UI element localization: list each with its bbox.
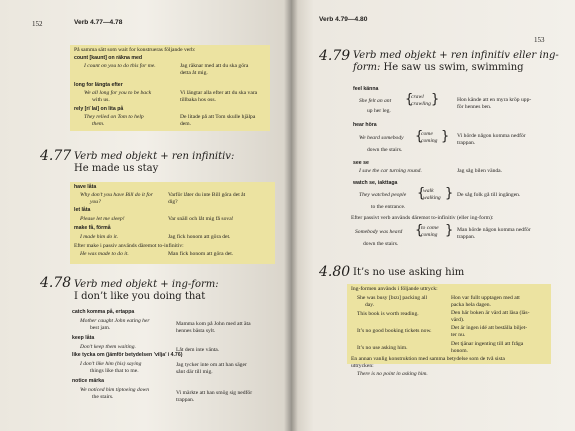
example-en: Mother caught John eating her <box>80 318 150 324</box>
example-sv: hennes bästa sylt. <box>176 328 216 334</box>
brace: { <box>415 223 424 238</box>
example-en: This book is worth reading. <box>357 311 419 317</box>
verb-head: see se <box>353 160 369 166</box>
example-sv: Mamma kom på John med att äta <box>176 321 251 327</box>
verb-head: catch komma på, ertappa <box>72 309 135 315</box>
section-title: Verb med objekt + ren infinitiv eller ing- <box>353 50 559 61</box>
note-text: uttrycken: <box>351 363 374 369</box>
section-number: 4.80 <box>319 264 351 280</box>
example-sv: sånt där till mig. <box>176 369 213 375</box>
example-sv: ter nu. <box>451 332 466 338</box>
verb-head: watch se, iakttaga <box>353 180 398 186</box>
example-sv: värd). <box>451 317 465 323</box>
example-en: I count on you to do this for me. <box>84 63 156 69</box>
verb-head: let låta <box>74 207 91 213</box>
option-stack: come coming <box>421 131 438 144</box>
example-sv: trappan. <box>176 397 195 403</box>
verb-head: notice märka <box>72 378 105 384</box>
example-sv: honom. <box>451 348 468 354</box>
example-en: They relied on Tom to help <box>84 114 144 120</box>
example-sv: Man hörde någon komma nedför <box>457 227 531 233</box>
brace: } <box>445 223 454 238</box>
example-en: We noticed him tiptoeing down <box>80 387 150 393</box>
section-title: It’s no use asking him <box>353 267 465 278</box>
example-sv: Hon var fullt upptagen med att <box>451 295 520 301</box>
verb-head: hear höra <box>353 122 377 128</box>
section-title: He made us stay <box>74 163 159 174</box>
example-sv: trappan. <box>457 234 476 240</box>
example-en: up her leg. <box>367 108 391 114</box>
example-sv: Låt dem inte vänta. <box>176 347 220 353</box>
running-head: Verb 4.77—4.78 <box>74 19 123 26</box>
book-gutter-shadow <box>284 0 298 431</box>
example-en: They watched people <box>359 192 407 198</box>
example-en: There is no point in asking him. <box>357 371 428 377</box>
example-en: Don’t keep them waiting. <box>80 344 136 350</box>
example-en: It’s no good booking tickets now. <box>357 328 432 334</box>
example-en: Please let me sleep! <box>80 216 125 222</box>
page-number: 153 <box>534 36 545 44</box>
box-intro: På samma sätt som wait for konstrueras följande verb: <box>74 47 196 53</box>
note-text: En annan vanlig konstruktion med samma betydelse som de två sista <box>351 356 505 362</box>
example-en: day. <box>365 302 375 308</box>
example-en: down the stairs. <box>367 147 403 153</box>
example-en: to the entrance. <box>371 204 406 210</box>
section-number: 4.77 <box>40 148 72 164</box>
example-sv: Jag såg bilen vända. <box>457 168 503 174</box>
example-en: I don’t like him (his) saying <box>80 361 142 367</box>
example-sv: trappan. <box>457 140 476 146</box>
example-sv: De litade på att Tom skulle hjälpa <box>180 114 256 120</box>
example-sv: Jag tycker inte om att han säger <box>176 362 247 368</box>
example-en: He was made to do it. <box>80 251 129 257</box>
example-sv: Hon kände att en myra kröp upp- <box>457 97 532 103</box>
example-sv: Vi längtar alla efter att du ska vara <box>180 90 258 96</box>
example-en: It’s no use asking him. <box>357 345 408 351</box>
example-en: you? <box>90 199 101 205</box>
verb-head: count [kaunt] on räkna med <box>74 55 143 61</box>
example-sv: Varför låter du inte Bill göra det åt <box>168 192 246 198</box>
example-sv: detta åt mig. <box>180 70 208 76</box>
section-title: Verb med objekt + ing-form: <box>74 279 219 290</box>
example-sv: dem. <box>180 121 192 127</box>
example-sv: Man fick honom att göra det. <box>168 251 234 257</box>
rule-note: Efter passivt verb används däremot to-infinitiv (eller ing-form): <box>351 215 494 221</box>
brace: { <box>405 92 414 107</box>
example-en: things like that to me. <box>90 368 139 374</box>
section-title: Verb med objekt + ren infinitiv: <box>74 151 235 162</box>
example-sv: Jag räknar med att du ska göra <box>180 63 249 69</box>
brace: } <box>441 129 450 144</box>
example-sv: Jag fick honom att göra det. <box>168 234 231 240</box>
brace: } <box>445 186 454 201</box>
example-en: She was busy [bɪzɪ] packing all <box>357 295 428 301</box>
example-sv: dig? <box>168 199 178 205</box>
option-stack: walk walking <box>423 188 441 201</box>
verb-head: keep låta <box>72 335 95 341</box>
option-stack: crawl crawling <box>411 94 431 107</box>
example-sv: Var snäll och låt mig få sova! <box>168 216 234 222</box>
example-en: We all long for you to be back <box>84 90 152 96</box>
example-en: Why don’t you have Bill do it for <box>80 192 153 198</box>
example-en: the stairs. <box>92 394 114 400</box>
right-page <box>291 0 575 431</box>
example-sv: Vi hörde någon komma nedför <box>457 133 526 139</box>
section-number: 4.78 <box>40 275 72 291</box>
option-stack: to come coming <box>421 225 439 238</box>
example-en: I made him do it. <box>80 234 119 240</box>
example-sv: De såg folk gå till ingången. <box>457 192 521 198</box>
example-en: with us. <box>92 97 110 103</box>
example-sv: packa hela dagen. <box>451 302 491 308</box>
example-sv: Det är ingen idé att beställa biljet- <box>451 325 528 331</box>
running-head: Verb 4.79—4.80 <box>319 16 368 23</box>
rule-note: Efter make i passiv används däremot to-infinitiv: <box>74 243 184 249</box>
verb-head: feel känna <box>353 86 379 92</box>
brace: { <box>415 129 424 144</box>
example-sv: Den här boken är värd att läsa (läs- <box>451 310 530 316</box>
verb-head: like tycka om (jämför betydelsen ’vilja’ i 4.76) <box>72 352 183 358</box>
verb-head: have låta <box>74 184 97 190</box>
section-title: I don’t like you doing that <box>74 291 206 302</box>
section-number: 4.79 <box>319 48 351 64</box>
example-sv: Det tjänar ingenting till att fråga <box>451 341 524 347</box>
example-en: We heard somebody <box>359 135 404 141</box>
example-en: down the stairs. <box>363 241 399 247</box>
section-title: form: He saw us swim, swimming <box>353 62 524 73</box>
verb-head: make få, förmå <box>74 225 111 231</box>
example-en: best jam. <box>90 325 111 331</box>
example-en: She felt an ant <box>359 98 392 104</box>
example-sv: tillbaka hos oss. <box>180 97 216 103</box>
example-en: I saw the car turning round. <box>359 168 422 174</box>
example-sv: för hennes ben. <box>457 104 492 110</box>
verb-head: long for längta efter <box>74 82 123 88</box>
brace: } <box>431 92 440 107</box>
verb-head: rely [riˈlai] on lita på <box>74 106 124 112</box>
example-en: Somebody was heard <box>355 229 403 235</box>
brace: { <box>417 186 426 201</box>
box-intro: Ing-formen används i följande uttryck: <box>351 286 438 292</box>
example-sv: Vi märkte att han smög sig nedför <box>176 390 253 396</box>
example-en: them. <box>92 121 105 127</box>
page-number: 152 <box>32 20 43 28</box>
